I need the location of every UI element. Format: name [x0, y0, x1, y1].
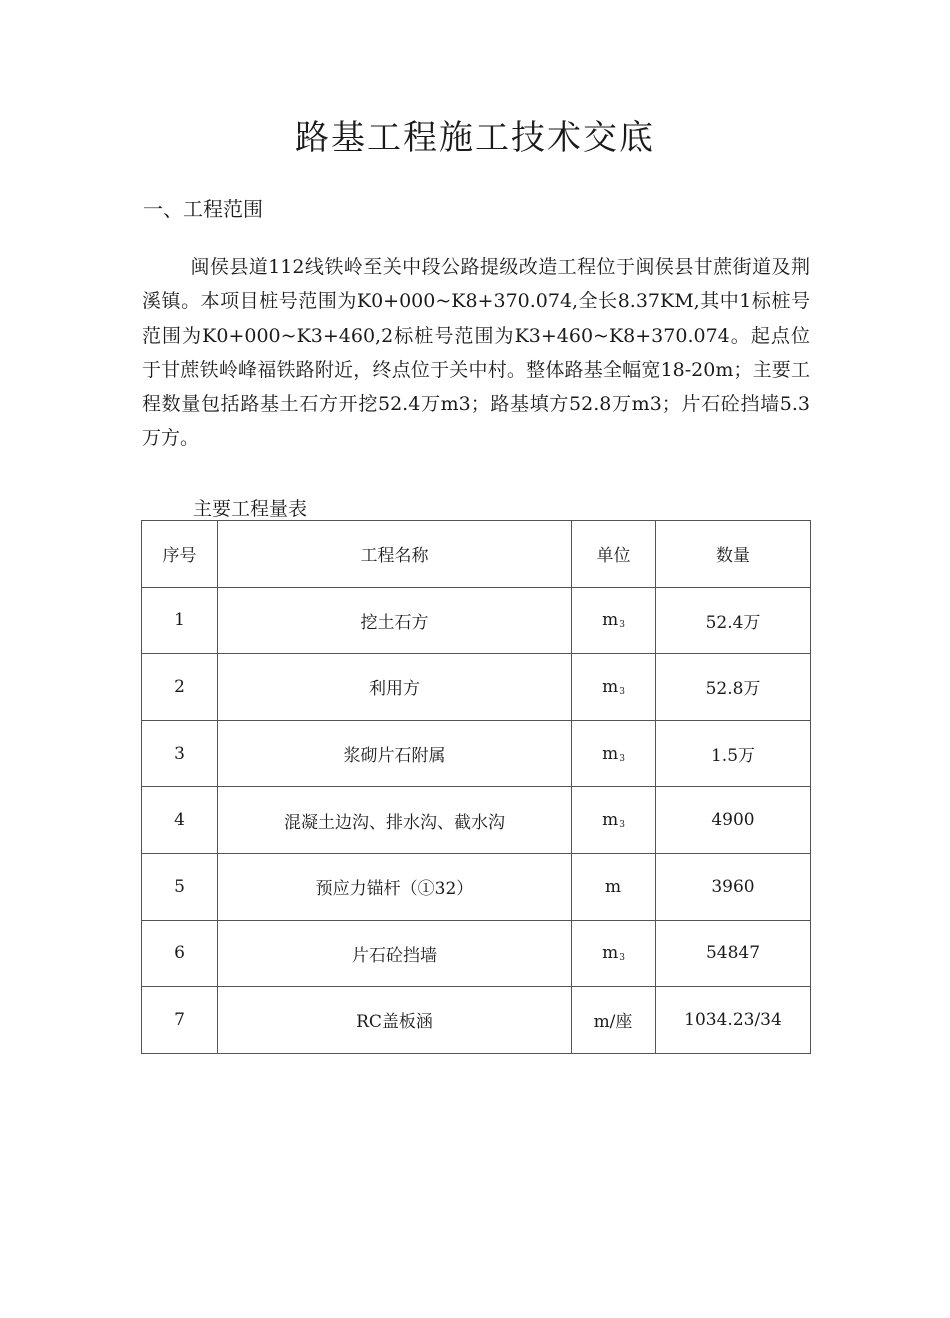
cell-name: 混凝土边沟、排水沟、截水沟: [218, 787, 572, 854]
table-row: [142, 920, 811, 987]
cell-unit: [572, 853, 656, 920]
cell-no: 6: [142, 920, 218, 987]
table-row: [142, 787, 811, 854]
cell-qty: 52.8万: [656, 654, 811, 721]
cell-qty: 4900: [656, 787, 811, 854]
cell-qty: 1.5万: [656, 720, 811, 787]
unit-text: m: [604, 876, 622, 897]
cell-qty: 54847: [656, 920, 811, 987]
table-row: [142, 720, 811, 787]
header-unit: 单位: [572, 521, 656, 588]
unit-superscript: 3: [619, 753, 625, 764]
unit-text: m: [602, 743, 619, 764]
quantity-table: [141, 520, 811, 1054]
scope-paragraph-text: 闽侯县道112线铁岭至关中段公路提级改造工程位于闽侯县甘蔗街道及荆溪镇。本项目桩号范围为K0+000~K8+370.074,全长8.37KM,其中1标桩号范围为K0+000~K3+460,2标桩号范围为K3+460~K8+370.074。起点位于甘蔗铁岭峰福铁路附近，终点位于关中村。整体路基全幅宽18-20m；主要工程数量包括路基土石方开挖52.4万m3；路基填方52.8万m3；片石砼挡墙5.3万方。: [142, 256, 810, 450]
header-qty: 数量: [656, 521, 811, 588]
header-name: 工程名称: [218, 521, 572, 588]
cell-name: 预应力锚杆（①32）: [218, 853, 572, 920]
section-heading: 一、工程范围: [143, 197, 263, 221]
cell-qty: 1034.23/34: [656, 987, 811, 1054]
cell-qty: 52.4万: [656, 587, 811, 654]
table-header-row: [142, 521, 811, 588]
cell-unit: [572, 787, 656, 854]
document-title: 路基工程施工技术交底: [295, 118, 655, 158]
cell-no: 2: [142, 654, 218, 721]
table-row: [142, 987, 811, 1054]
header-no: 序号: [142, 521, 218, 588]
unit-text: m: [602, 676, 619, 697]
unit-superscript: 3: [619, 953, 625, 964]
cell-unit: [572, 920, 656, 987]
cell-name: 片石砼挡墙: [218, 920, 572, 987]
cell-no: 4: [142, 787, 218, 854]
cell-unit: [572, 654, 656, 721]
cell-unit: [572, 720, 656, 787]
unit-text: m/座: [593, 1012, 633, 1033]
table-row: [142, 853, 811, 920]
cell-unit: [572, 987, 656, 1054]
cell-name: 利用方: [218, 654, 572, 721]
unit-superscript: 3: [619, 820, 625, 831]
cell-name: 挖土石方: [218, 587, 572, 654]
unit-text: m: [602, 610, 619, 631]
cell-name: 浆砌片石附属: [218, 720, 572, 787]
unit-text: m: [602, 943, 619, 964]
cell-unit: [572, 587, 656, 654]
cell-no: 5: [142, 853, 218, 920]
unit-text: m: [602, 810, 619, 831]
unit-superscript: 3: [619, 620, 625, 631]
cell-no: 1: [142, 587, 218, 654]
cell-no: 3: [142, 720, 218, 787]
cell-no: 7: [142, 987, 218, 1054]
table-row: [142, 587, 811, 654]
unit-superscript: 3: [619, 686, 625, 697]
cell-name: RC盖板涵: [218, 987, 572, 1054]
cell-qty: 3960: [656, 853, 811, 920]
scope-paragraph: [142, 250, 810, 456]
table-row: [142, 654, 811, 721]
table-caption: 主要工程量表: [193, 498, 308, 520]
